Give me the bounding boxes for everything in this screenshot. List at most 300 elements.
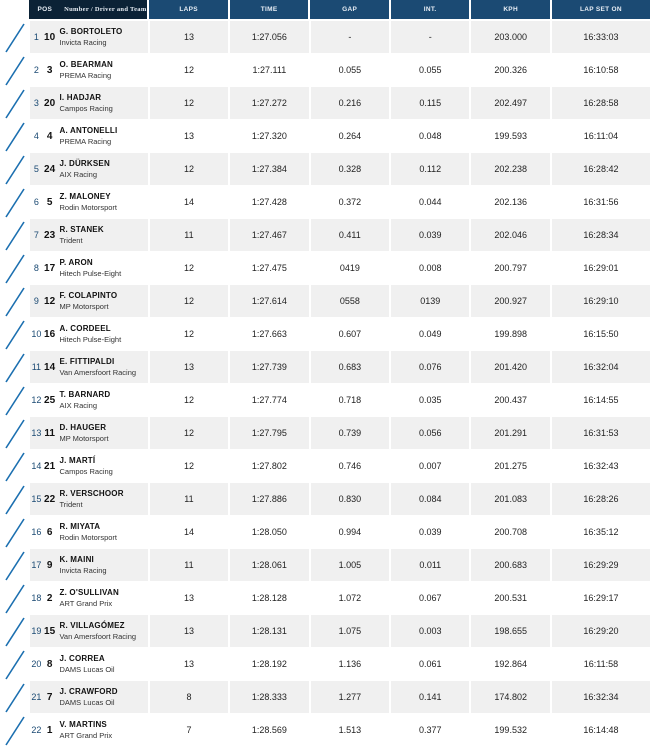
table-row (0, 681, 650, 714)
row-gap: 0.739 (311, 417, 389, 450)
row-slash-decoration (0, 582, 28, 615)
row-driver (56, 582, 147, 615)
row-lap-set-on: 16:28:42 (552, 153, 650, 186)
row-lap-set-on: 16:31:56 (552, 186, 650, 219)
row-interval: - (391, 21, 469, 54)
row-gap: 0.830 (311, 483, 389, 516)
row-car-number: 3 (43, 54, 57, 87)
row-lap-set-on: 16:29:20 (552, 615, 650, 648)
row-slash-decoration (0, 54, 28, 87)
row-kph: 200.437 (471, 384, 549, 417)
row-kph: 202.497 (471, 87, 549, 120)
row-driver (56, 615, 147, 648)
row-car-number: 10 (43, 21, 57, 54)
row-car-number: 14 (43, 351, 57, 384)
slash-icon (0, 384, 28, 417)
table-row (0, 648, 650, 681)
row-slash-decoration (0, 21, 28, 54)
driver-name: R. VERSCHOOR (59, 489, 124, 498)
row-laps: 12 (150, 252, 228, 285)
row-laps: 13 (150, 120, 228, 153)
driver-name: G. BORTOLETO (59, 27, 123, 36)
team-name: Rodin Motorsport (59, 533, 118, 542)
row-slash-decoration (0, 450, 28, 483)
row-driver (56, 54, 147, 87)
team-name: Campos Racing (59, 104, 113, 113)
row-position: 19 (30, 615, 43, 648)
row-position: 1 (30, 21, 43, 54)
row-lap-set-on: 16:29:10 (552, 285, 650, 318)
team-name: Hitech Pulse-Eight (59, 269, 122, 278)
team-name: PREMA Racing (59, 137, 112, 146)
driver-name: K. MAINI (59, 555, 94, 564)
row-kph: 200.708 (471, 516, 549, 549)
row-slash-decoration (0, 285, 28, 318)
row-slash-decoration (0, 615, 28, 648)
header-pos: POS (37, 6, 53, 13)
row-kph: 201.291 (471, 417, 549, 450)
header-laps: LAPS (149, 0, 228, 19)
row-driver (56, 120, 147, 153)
row-lap-set-on: 16:33:03 (552, 21, 650, 54)
row-kph: 200.683 (471, 549, 549, 582)
slash-icon (0, 516, 28, 549)
header-gap: GAP (310, 0, 389, 19)
row-driver (56, 285, 147, 318)
row-interval: 0.011 (391, 549, 469, 582)
team-name: MP Motorsport (59, 302, 109, 311)
row-kph: 200.927 (471, 285, 549, 318)
row-car-number: 2 (43, 582, 57, 615)
row-interval: 0.112 (391, 153, 469, 186)
row-car-number: 23 (43, 219, 57, 252)
table-row (0, 120, 650, 153)
driver-name: R. STANEK (59, 225, 104, 234)
row-driver (56, 714, 147, 747)
row-interval: 0.003 (391, 615, 469, 648)
table-row (0, 186, 650, 219)
row-kph: 202.136 (471, 186, 549, 219)
row-gap: 1.277 (311, 681, 389, 714)
table-row (0, 549, 650, 582)
row-lap-set-on: 16:32:43 (552, 450, 650, 483)
row-car-number: 5 (43, 186, 57, 219)
row-slash-decoration (0, 384, 28, 417)
header-pos-driver (29, 0, 147, 19)
driver-name: R. VILLAGÓMEZ (59, 621, 125, 630)
slash-icon (0, 219, 28, 252)
team-name: Trident (59, 500, 83, 509)
team-name: DAMS Lucas Oil (59, 698, 115, 707)
row-interval: 0.056 (391, 417, 469, 450)
row-driver (56, 483, 147, 516)
team-name: ART Grand Prix (59, 731, 113, 740)
row-position: 22 (30, 714, 43, 747)
row-interval: 0.084 (391, 483, 469, 516)
row-lap-set-on: 16:28:26 (552, 483, 650, 516)
row-laps: 14 (150, 186, 228, 219)
row-time: 1:27.802 (230, 450, 308, 483)
table-row (0, 516, 650, 549)
driver-name: I. HADJAR (59, 93, 102, 102)
row-laps: 12 (150, 285, 228, 318)
row-lap-set-on: 16:11:04 (552, 120, 650, 153)
row-interval: 0.049 (391, 318, 469, 351)
row-gap: 1.075 (311, 615, 389, 648)
team-name: Rodin Motorsport (59, 203, 118, 212)
driver-name: F. COLAPINTO (59, 291, 118, 300)
table-row (0, 219, 650, 252)
row-gap: 0.411 (311, 219, 389, 252)
driver-name: J. MARTÍ (59, 456, 96, 465)
row-kph: 199.898 (471, 318, 549, 351)
driver-name: T. BARNARD (59, 390, 111, 399)
row-time: 1:27.739 (230, 351, 308, 384)
row-lap-set-on: 16:29:29 (552, 549, 650, 582)
row-gap: 0.746 (311, 450, 389, 483)
driver-name: Z. O'SULLIVAN (59, 588, 119, 597)
row-laps: 13 (150, 648, 228, 681)
row-gap: 0.328 (311, 153, 389, 186)
row-gap: 0.264 (311, 120, 389, 153)
row-lap-set-on: 16:29:01 (552, 252, 650, 285)
header-kph: KPH (471, 0, 550, 19)
row-laps: 13 (150, 582, 228, 615)
row-slash-decoration (0, 483, 28, 516)
row-position: 3 (30, 87, 43, 120)
row-driver (56, 318, 147, 351)
row-kph: 201.420 (471, 351, 549, 384)
slash-icon (0, 285, 28, 318)
table-row (0, 483, 650, 516)
row-gap: 1.005 (311, 549, 389, 582)
table-row (0, 54, 650, 87)
row-laps: 12 (150, 153, 228, 186)
row-time: 1:27.056 (230, 21, 308, 54)
row-slash-decoration (0, 120, 28, 153)
row-time: 1:28.131 (230, 615, 308, 648)
row-position: 16 (30, 516, 43, 549)
row-interval: 0.044 (391, 186, 469, 219)
row-position: 20 (30, 648, 43, 681)
header-spacer (0, 0, 27, 19)
row-slash-decoration (0, 153, 28, 186)
row-gap: 1.072 (311, 582, 389, 615)
table-row (0, 87, 650, 120)
row-time: 1:27.475 (230, 252, 308, 285)
row-position: 21 (30, 681, 43, 714)
row-driver (56, 351, 147, 384)
row-slash-decoration (0, 219, 28, 252)
row-slash-decoration (0, 681, 28, 714)
row-kph: 202.238 (471, 153, 549, 186)
row-gap: 0.683 (311, 351, 389, 384)
driver-name: J. DÜRKSEN (59, 159, 110, 168)
row-time: 1:27.320 (230, 120, 308, 153)
row-kph: 192.864 (471, 648, 549, 681)
table-row (0, 615, 650, 648)
slash-icon (0, 714, 28, 747)
table-row (0, 285, 650, 318)
driver-name: R. MIYATA (59, 522, 101, 531)
row-kph: 202.046 (471, 219, 549, 252)
table-body (0, 21, 650, 747)
team-name: MP Motorsport (59, 434, 109, 443)
driver-name: D. HAUGER (59, 423, 107, 432)
row-lap-set-on: 16:32:34 (552, 681, 650, 714)
row-driver (56, 681, 147, 714)
row-gap: 0.607 (311, 318, 389, 351)
driver-name: E. FITTIPALDI (59, 357, 115, 366)
row-slash-decoration (0, 318, 28, 351)
slash-icon (0, 54, 28, 87)
row-interval: 0.048 (391, 120, 469, 153)
row-laps: 12 (150, 87, 228, 120)
row-laps: 12 (150, 384, 228, 417)
row-gap: 0419 (311, 252, 389, 285)
row-car-number: 22 (43, 483, 57, 516)
row-laps: 13 (150, 351, 228, 384)
row-car-number: 15 (43, 615, 57, 648)
row-interval: 0.061 (391, 648, 469, 681)
row-position: 17 (30, 549, 43, 582)
row-time: 1:27.614 (230, 285, 308, 318)
slash-icon (0, 351, 28, 384)
row-lap-set-on: 16:29:17 (552, 582, 650, 615)
driver-name: J. CRAWFORD (59, 687, 118, 696)
row-time: 1:28.128 (230, 582, 308, 615)
team-name: PREMA Racing (59, 71, 112, 80)
row-slash-decoration (0, 417, 28, 450)
row-position: 14 (30, 450, 43, 483)
team-name: AIX Racing (59, 401, 98, 410)
row-kph: 198.655 (471, 615, 549, 648)
row-laps: 11 (150, 219, 228, 252)
row-lap-set-on: 16:28:58 (552, 87, 650, 120)
slash-icon (0, 252, 28, 285)
row-lap-set-on: 16:31:53 (552, 417, 650, 450)
row-slash-decoration (0, 549, 28, 582)
table-row (0, 417, 650, 450)
table-row (0, 384, 650, 417)
row-laps: 12 (150, 450, 228, 483)
row-time: 1:28.569 (230, 714, 308, 747)
team-name: AIX Racing (59, 170, 98, 179)
table-row (0, 318, 650, 351)
team-name: Invicta Racing (59, 38, 107, 47)
row-kph: 199.532 (471, 714, 549, 747)
row-interval: 0.008 (391, 252, 469, 285)
row-position: 11 (30, 351, 43, 384)
row-car-number: 24 (43, 153, 57, 186)
row-kph: 201.083 (471, 483, 549, 516)
row-slash-decoration (0, 186, 28, 219)
row-driver (56, 450, 147, 483)
row-interval: 0139 (391, 285, 469, 318)
row-slash-decoration (0, 714, 28, 747)
row-interval: 0.377 (391, 714, 469, 747)
row-laps: 7 (150, 714, 228, 747)
driver-name: P. ARON (59, 258, 93, 267)
row-time: 1:27.795 (230, 417, 308, 450)
row-position: 12 (30, 384, 43, 417)
row-interval: 0.076 (391, 351, 469, 384)
slash-icon (0, 648, 28, 681)
header-int: INT. (391, 0, 470, 19)
row-driver (56, 549, 147, 582)
row-driver (56, 186, 147, 219)
row-kph: 200.797 (471, 252, 549, 285)
row-position: 10 (30, 318, 43, 351)
row-car-number: 4 (43, 120, 57, 153)
row-interval: 0.039 (391, 219, 469, 252)
row-time: 1:27.428 (230, 186, 308, 219)
row-time: 1:27.663 (230, 318, 308, 351)
team-name: Invicta Racing (59, 566, 107, 575)
row-car-number: 11 (43, 417, 57, 450)
row-lap-set-on: 16:32:04 (552, 351, 650, 384)
row-lap-set-on: 16:14:48 (552, 714, 650, 747)
slash-icon (0, 582, 28, 615)
row-lap-set-on: 16:14:55 (552, 384, 650, 417)
row-driver (56, 648, 147, 681)
team-name: Van Amersfoort Racing (59, 632, 137, 641)
row-car-number: 9 (43, 549, 57, 582)
row-laps: 11 (150, 483, 228, 516)
slash-icon (0, 417, 28, 450)
row-position: 2 (30, 54, 43, 87)
row-time: 1:27.384 (230, 153, 308, 186)
row-laps: 12 (150, 417, 228, 450)
row-car-number: 17 (43, 252, 57, 285)
team-name: ART Grand Prix (59, 599, 113, 608)
row-gap: 0.718 (311, 384, 389, 417)
driver-name: A. CORDEEL (59, 324, 111, 333)
team-name: DAMS Lucas Oil (59, 665, 115, 674)
row-interval: 0.141 (391, 681, 469, 714)
row-lap-set-on: 16:11:58 (552, 648, 650, 681)
row-position: 4 (30, 120, 43, 153)
row-lap-set-on: 16:28:34 (552, 219, 650, 252)
row-slash-decoration (0, 648, 28, 681)
slash-icon (0, 483, 28, 516)
row-gap: 0.372 (311, 186, 389, 219)
team-name: Campos Racing (59, 467, 113, 476)
row-kph: 174.802 (471, 681, 549, 714)
row-laps: 14 (150, 516, 228, 549)
row-car-number: 7 (43, 681, 57, 714)
row-time: 1:27.111 (230, 54, 308, 87)
row-laps: 8 (150, 681, 228, 714)
row-interval: 0.055 (391, 54, 469, 87)
row-time: 1:27.886 (230, 483, 308, 516)
row-interval: 0.035 (391, 384, 469, 417)
row-driver (56, 417, 147, 450)
row-time: 1:27.272 (230, 87, 308, 120)
team-name: Trident (59, 236, 83, 245)
row-driver (56, 516, 147, 549)
row-driver (56, 87, 147, 120)
row-driver (56, 21, 147, 54)
row-driver (56, 252, 147, 285)
slash-icon (0, 450, 28, 483)
row-gap: 0558 (311, 285, 389, 318)
slash-icon (0, 615, 28, 648)
row-lap-set-on: 16:15:50 (552, 318, 650, 351)
row-time: 1:27.467 (230, 219, 308, 252)
row-position: 15 (30, 483, 43, 516)
row-position: 7 (30, 219, 43, 252)
row-gap: - (311, 21, 389, 54)
row-laps: 13 (150, 615, 228, 648)
slash-icon (0, 153, 28, 186)
row-car-number: 25 (43, 384, 57, 417)
row-position: 18 (30, 582, 43, 615)
row-driver (56, 153, 147, 186)
row-position: 8 (30, 252, 43, 285)
row-kph: 200.326 (471, 54, 549, 87)
header-lap-set-on: LAP SET ON (552, 0, 650, 19)
team-name: Van Amersfoort Racing (59, 368, 137, 377)
row-kph: 200.531 (471, 582, 549, 615)
row-interval: 0.115 (391, 87, 469, 120)
row-interval: 0.039 (391, 516, 469, 549)
row-gap: 0.994 (311, 516, 389, 549)
row-position: 13 (30, 417, 43, 450)
row-car-number: 16 (43, 318, 57, 351)
row-car-number: 20 (43, 87, 57, 120)
row-car-number: 1 (43, 714, 57, 747)
header-driver: Number / Driver and Team (64, 6, 147, 13)
team-name: Hitech Pulse-Eight (59, 335, 122, 344)
row-kph: 201.275 (471, 450, 549, 483)
row-kph: 199.593 (471, 120, 549, 153)
driver-name: V. MARTINS (59, 720, 107, 729)
row-laps: 12 (150, 318, 228, 351)
slash-icon (0, 21, 28, 54)
row-car-number: 6 (43, 516, 57, 549)
slash-icon (0, 549, 28, 582)
row-slash-decoration (0, 351, 28, 384)
row-laps: 12 (150, 54, 228, 87)
slash-icon (0, 87, 28, 120)
row-interval: 0.067 (391, 582, 469, 615)
driver-name: Z. MALONEY (59, 192, 111, 201)
slash-icon (0, 120, 28, 153)
table-row (0, 582, 650, 615)
table-row (0, 153, 650, 186)
driver-name: A. ANTONELLI (59, 126, 118, 135)
row-time: 1:28.061 (230, 549, 308, 582)
slash-icon (0, 318, 28, 351)
header-time: TIME (230, 0, 309, 19)
driver-name: O. BEARMAN (59, 60, 114, 69)
row-car-number: 21 (43, 450, 57, 483)
row-gap: 0.055 (311, 54, 389, 87)
row-position: 9 (30, 285, 43, 318)
row-driver (56, 384, 147, 417)
table-row (0, 351, 650, 384)
row-car-number: 12 (43, 285, 57, 318)
row-gap: 1.136 (311, 648, 389, 681)
slash-icon (0, 681, 28, 714)
table-row (0, 252, 650, 285)
row-laps: 11 (150, 549, 228, 582)
row-gap: 1.513 (311, 714, 389, 747)
table-row (0, 21, 650, 54)
table-row (0, 714, 650, 747)
row-time: 1:28.050 (230, 516, 308, 549)
